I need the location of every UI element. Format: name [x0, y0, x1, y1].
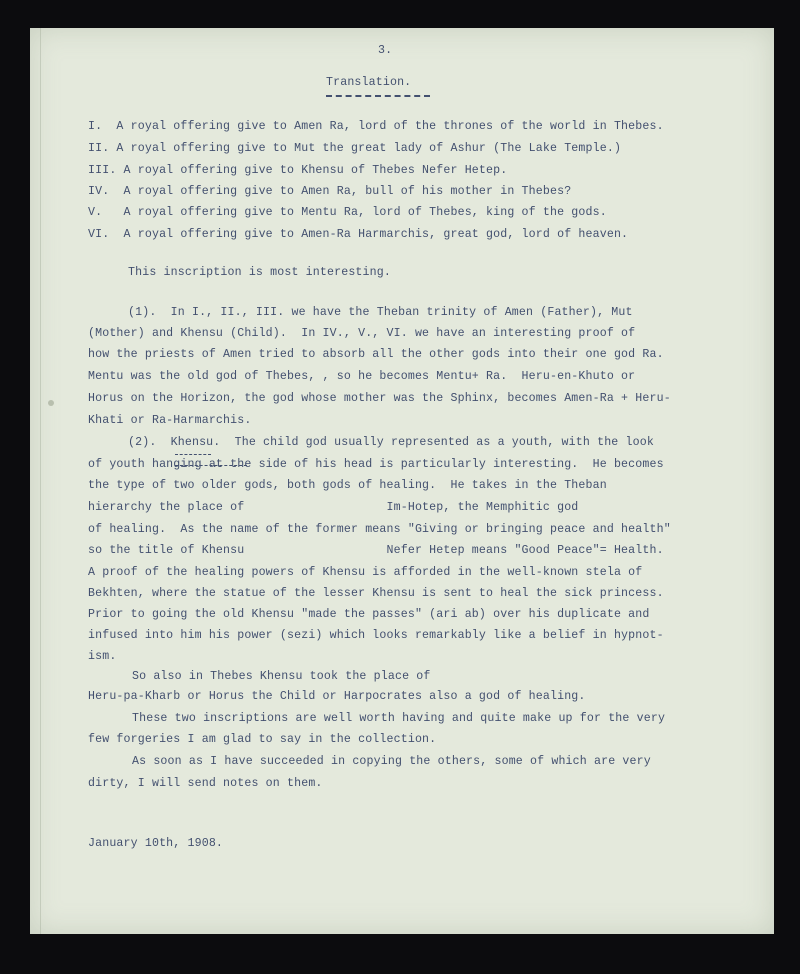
offering-line-1: I. A royal offering give to Amen Ra, lord of the thrones of the world in Thebes.: [88, 120, 664, 133]
paragraph-1-line-3: how the priests of Amen tried to absorb all the other gods into their one god Ra.: [88, 348, 664, 361]
paragraph-1-line-6: Khati or Ra-Harmarchis.: [88, 414, 252, 427]
paragraph-2-line-1: (2). Khensu. The child god usually represented as a youth, with the look: [128, 436, 654, 449]
paragraph-4-line-1: These two inscriptions are well worth having and quite make up for the very: [132, 712, 666, 725]
paragraph-4-line-2: few forgeries I am glad to say in the collection.: [88, 733, 437, 746]
khensu-underline: [175, 454, 211, 455]
intro-line: This inscription is most interesting.: [128, 266, 391, 279]
paragraph-1-line-5: Horus on the Horizon, the god whose mother was the Sphinx, becomes Amen-Ra + Heru-: [88, 392, 671, 405]
offering-line-5: V. A royal offering give to Mentu Ra, lord of Thebes, king of the gods.: [88, 206, 607, 219]
paragraph-3-line-2: Heru-pa-Kharb or Horus the Child or Harpocrates also a god of healing.: [88, 690, 586, 703]
paragraph-5-line-1: As soon as I have succeeded in copying the others, some of which are very: [132, 755, 651, 768]
page-title: Translation.: [326, 76, 412, 89]
offering-line-4: IV. A royal offering give to Amen Ra, bull of his mother in Thebes?: [88, 185, 572, 198]
paragraph-2-line-2: of youth hanging at the side of his head is particularly interesting. He becomes: [88, 458, 664, 471]
page-number: 3.: [378, 44, 393, 57]
paragraph-2-line-4: hierarchy the place of Im-Hotep, the Memphitic god: [88, 501, 579, 514]
offering-line-2: II. A royal offering give to Mut the great lady of Ashur (The Lake Temple.): [88, 142, 622, 155]
paragraph-2-line-3: the type of two older gods, both gods of healing. He takes in the Theban: [88, 479, 607, 492]
paper-blemish: [48, 400, 54, 406]
offering-line-3: III. A royal offering give to Khensu of Thebes Nefer Hetep.: [88, 164, 508, 177]
paragraph-5-line-2: dirty, I will send notes on them.: [88, 777, 323, 790]
offering-line-6: VI. A royal offering give to Amen-Ra Harmarchis, great god, lord of heaven.: [88, 228, 629, 241]
paragraph-3-line-1: So also in Thebes Khensu took the place of: [132, 670, 431, 683]
paragraph-2-line-10: infused into him his power (sezi) which looks remarkably like a belief in hypnot-: [88, 629, 664, 642]
paragraph-2-line-11: ism.: [88, 650, 117, 663]
paragraph-1-line-4: Mentu was the old god of Thebes, , so he becomes Mentu+ Ra. Heru-en-Khuto or: [88, 370, 636, 383]
paragraph-2-line-7: A proof of the healing powers of Khensu is afforded in the well-known stela of: [88, 566, 643, 579]
hanging-underline: [175, 465, 247, 466]
document-date: January 10th, 1908.: [88, 837, 224, 850]
paragraph-2-line-6: so the title of Khensu Nefer Hetep means "Good Peace"= Health.: [88, 544, 664, 557]
paragraph-1-line-2: (Mother) and Khensu (Child). In IV., V., VI. we have an interesting proof of: [88, 327, 636, 340]
paragraph-2-line-8: Bekhten, where the statue of the lesser Khensu is sent to heal the sick princess.: [88, 587, 664, 600]
paragraph-2-line-9: Prior to going the old Khensu "made the passes" (ari ab) over his duplicate and: [88, 608, 650, 621]
paragraph-1-line-1: (1). In I., II., III. we have the Theban trinity of Amen (Father), Mut: [128, 306, 633, 319]
paragraph-2-line-5: of healing. As the name of the former means "Giving or bringing peace and health": [88, 523, 671, 536]
title-underline: [326, 95, 430, 97]
